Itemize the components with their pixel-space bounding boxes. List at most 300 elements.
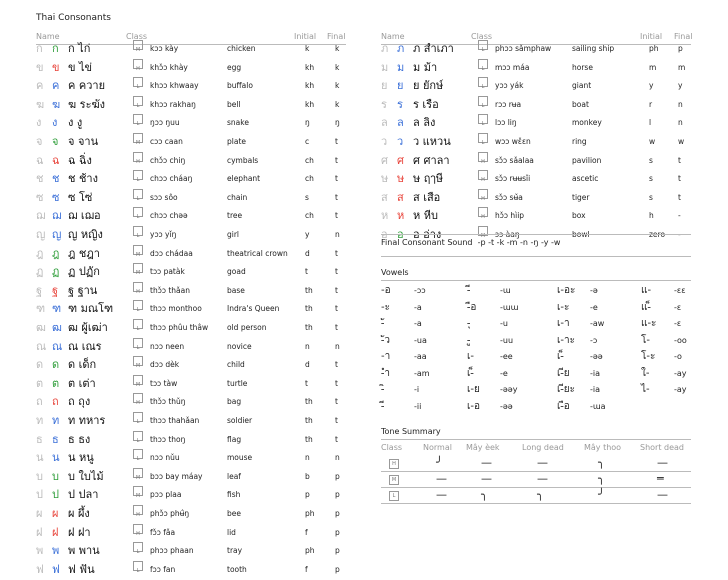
consonant-glyph-light: ผ <box>36 507 43 520</box>
romanization: thɔɔ thoŋ <box>150 434 186 444</box>
vowel-roman: -ɯɯ <box>500 302 519 312</box>
class-box: L <box>133 338 143 348</box>
consonant-word: ช ช้าง <box>68 172 98 186</box>
meaning: box <box>572 211 586 221</box>
romanization: khɔ̌ɔ khày <box>150 62 188 72</box>
consonant-word: ฟ ฟัน <box>68 562 95 576</box>
vowel-thai: เ-ีย <box>557 367 570 379</box>
initial-sound: ch <box>305 211 314 221</box>
class-box: L <box>133 189 143 199</box>
tone-header-0: Class <box>381 443 403 452</box>
class-box: L <box>133 542 143 552</box>
final-sound: t <box>335 267 338 277</box>
final-sound: t <box>335 174 338 184</box>
initial-sound: b <box>305 471 310 481</box>
consonant-word: ฒ ผู้เฒ่า <box>68 321 108 334</box>
initial-sound: p <box>305 490 310 500</box>
consonant-class-glyph: ข <box>52 60 60 74</box>
final-sound: w <box>678 137 685 146</box>
consonant-class-glyph: ท <box>52 414 60 427</box>
romanization: thɔɔ monthoo <box>150 304 202 314</box>
final-sound: t <box>335 304 338 314</box>
romanization: sɔ̌ɔ sǎalaa <box>495 155 534 165</box>
consonant-class-glyph: ญ <box>52 228 62 241</box>
consonant-row <box>36 59 346 77</box>
class-box: L <box>133 412 143 422</box>
final-sound: p <box>335 471 340 481</box>
consonant-glyph-light: ย <box>381 79 388 93</box>
initial-sound: s <box>649 174 653 184</box>
consonant-word: ค ควาย <box>68 79 106 93</box>
meaning: chicken <box>227 44 256 53</box>
vowels-label: Vowels <box>381 268 409 277</box>
consonant-glyph-light: ช <box>36 172 44 186</box>
tone-rule <box>381 439 691 440</box>
class-box: L <box>133 96 143 106</box>
consonant-class-glyph: ซ <box>52 190 60 204</box>
consonant-row <box>36 189 346 207</box>
final-sound: p <box>335 490 340 500</box>
consonant-word: ด เด็ก <box>68 358 97 372</box>
header-initial-right: Initial <box>640 32 663 41</box>
initial-sound: ch <box>305 174 314 184</box>
romanization: wɔɔ wɛ̌ɛn <box>495 137 531 146</box>
class-box: L <box>133 319 143 329</box>
consonant-row <box>381 207 691 225</box>
consonant-glyph-light: ณ <box>36 339 47 353</box>
consonant-class-glyph: ผ <box>52 507 59 520</box>
consonant-word: ภ สำเภา <box>413 42 454 55</box>
consonant-class-glyph: ศ <box>397 153 404 167</box>
consonant-class-glyph: ฐ <box>52 283 59 297</box>
meaning: monkey <box>572 118 602 128</box>
consonant-word: ย ยักษ์ <box>413 79 444 93</box>
meaning: child <box>227 360 245 370</box>
consonant-glyph-light: ซ <box>36 190 44 204</box>
romanization: khɔɔ khwaay <box>150 81 199 91</box>
romanization: sɔ̌ɔ sʉ̌a <box>495 192 523 202</box>
consonant-class-glyph: ด <box>52 358 60 372</box>
consonant-glyph-light: ธ <box>36 432 43 446</box>
meaning: lid <box>227 527 236 537</box>
consonant-row <box>36 524 346 542</box>
meaning: soldier <box>227 416 253 425</box>
vowel-thai: เ-า <box>557 318 570 329</box>
consonant-glyph-light: ข <box>36 60 44 74</box>
vowel-roman: -e <box>590 302 598 312</box>
consonant-word: ม ม้า <box>413 60 438 74</box>
class-box: M <box>133 468 143 478</box>
romanization: fɔ̌ɔ fǎa <box>150 527 176 537</box>
consonant-class-glyph: ห <box>397 209 405 223</box>
consonant-class-glyph: ว <box>397 135 404 148</box>
initial-sound: ph <box>649 44 659 53</box>
consonant-row <box>36 486 346 504</box>
vowels-rule <box>381 280 691 281</box>
class-box: H <box>478 170 488 180</box>
consonant-glyph-light: ฝ <box>36 525 43 539</box>
consonant-class-glyph: บ <box>52 469 59 483</box>
class-box: H <box>133 152 143 162</box>
vowel-thai: ไ- <box>641 384 650 395</box>
final-sound: t <box>678 174 681 184</box>
consonant-row <box>381 40 691 58</box>
consonant-glyph-light: ฒ <box>36 321 46 334</box>
consonant-class-glyph: ฑ <box>52 302 62 316</box>
meaning: fish <box>227 490 241 500</box>
tone-glyph: — <box>436 488 447 501</box>
vowel-roman: -ii <box>414 401 422 411</box>
consonant-glyph-light: ษ <box>381 172 389 186</box>
vowel-thai: เ-ือ <box>557 400 570 412</box>
class-box: L <box>133 170 143 180</box>
vowel-thai: -า <box>381 351 391 362</box>
final-sound: t <box>335 248 338 258</box>
vowel-thai: -ัว <box>381 334 390 346</box>
final-sound: - <box>678 211 681 221</box>
consonant-word: ข ไข่ <box>68 60 93 74</box>
consonant-glyph-light: ค <box>36 79 44 93</box>
romanization: bɔɔ bay máay <box>150 471 203 481</box>
final-sound: t <box>335 192 338 202</box>
initial-sound: n <box>305 453 310 463</box>
consonant-glyph-light: ก <box>36 42 43 55</box>
romanization: tɔɔ patàk <box>150 267 185 277</box>
romanization: chɔ̌ɔ chiŋ <box>150 155 186 165</box>
meaning: bell <box>227 99 241 109</box>
final-sound: n <box>678 99 683 109</box>
consonant-class-glyph: อ <box>397 228 404 241</box>
meaning: Indra's Queen <box>227 304 280 314</box>
consonant-glyph-light: ต <box>36 376 44 390</box>
class-box: L <box>133 449 143 459</box>
class-box: M <box>133 263 143 273</box>
class-box: H <box>478 152 488 162</box>
meaning: flag <box>227 434 242 444</box>
meaning: base <box>227 285 245 295</box>
consonant-glyph-light: ฎ <box>36 246 44 260</box>
consonant-row <box>36 561 346 579</box>
initial-sound: th <box>305 434 313 444</box>
class-box: M <box>478 226 488 236</box>
initial-sound: t <box>305 267 308 277</box>
tone-summary-label: Tone Summary <box>381 427 441 436</box>
tone-glyph: ╯ <box>436 456 443 469</box>
consonant-row <box>36 338 346 356</box>
vowel-thai: ใ- <box>641 367 650 379</box>
vowel-roman: -ɯa <box>590 401 606 411</box>
class-box: M <box>133 486 143 496</box>
class-box: L <box>133 226 143 236</box>
class-box: L <box>133 114 143 124</box>
initial-sound: th <box>305 285 313 295</box>
vowel-roman: -a <box>414 319 422 328</box>
romanization: dɔɔ chádaa <box>150 248 193 258</box>
consonant-glyph-light: ภ <box>381 42 389 55</box>
consonant-row <box>36 300 346 318</box>
initial-sound: k <box>305 44 310 53</box>
consonant-word: พ พาน <box>68 544 100 558</box>
consonant-glyph-light: ท <box>36 414 44 427</box>
initial-sound: th <box>305 416 313 425</box>
initial-sound: kh <box>305 99 315 109</box>
vowel-thai: เ-ะ <box>557 301 570 313</box>
class-box: H <box>133 393 143 403</box>
vowel-roman: -ɔ <box>590 335 598 345</box>
initial-sound: c <box>305 137 310 146</box>
consonant-word: ฌ เฌอ <box>68 209 101 223</box>
consonant-word: ห หีบ <box>413 209 438 223</box>
consonant-class-glyph: ถ <box>52 395 59 409</box>
romanization: yɔɔ yǐŋ <box>150 230 177 239</box>
consonant-glyph-light: ร <box>381 97 387 111</box>
final-sound: t <box>335 397 338 407</box>
meaning: elephant <box>227 174 261 184</box>
vowel-roman: -ɛ <box>674 302 682 312</box>
consonant-class-glyph: ภ <box>397 42 405 55</box>
meaning: egg <box>227 62 242 72</box>
initial-sound: r <box>649 99 653 109</box>
consonant-word: ฐ ฐาน <box>68 283 98 297</box>
consonant-glyph-light: ว <box>381 135 388 148</box>
initial-sound: ŋ <box>305 118 310 128</box>
initial-sound: s <box>649 192 653 202</box>
vowel-thai: -อ <box>381 285 391 296</box>
consonant-class-glyph: ล <box>397 116 404 130</box>
consonant-glyph-light: ด <box>36 358 44 372</box>
meaning: turtle <box>227 378 248 388</box>
romanization: sɔ̌ɔ rʉʉsǐi <box>495 174 531 184</box>
vowel-roman: -i <box>414 385 420 394</box>
final-sound: ŋ <box>335 118 340 128</box>
class-box: M <box>133 133 143 143</box>
romanization: ɔɔ àaŋ <box>495 230 520 239</box>
final-sound: k <box>335 99 340 109</box>
final-sound: t <box>678 155 681 165</box>
vowel-thai: -ี <box>467 285 471 296</box>
consonant-glyph-light: ฐ <box>36 283 43 297</box>
vowel-roman: -u <box>500 319 508 328</box>
final-sound: t <box>335 416 338 425</box>
consonant-word: ร เรือ <box>413 97 439 111</box>
vowel-thai: แ-ะ <box>641 318 657 329</box>
class-box: L <box>133 431 143 441</box>
final-sound: k <box>335 62 340 72</box>
consonant-class-glyph: ฏ <box>52 265 60 279</box>
consonant-class-glyph: น <box>52 451 60 465</box>
initial-sound: y <box>649 81 654 91</box>
consonant-row <box>381 152 691 170</box>
class-box: H <box>478 189 488 199</box>
consonant-word: ล ลิง <box>413 116 436 130</box>
consonant-row <box>36 542 346 560</box>
header-class-right: Class <box>471 32 493 41</box>
vowel-thai: -ี <box>381 400 385 412</box>
romanization: pɔɔ plaa <box>150 490 182 500</box>
vowel-roman: -ɛ <box>674 319 682 328</box>
consonant-word: บ ใบไม้ <box>68 469 104 483</box>
initial-sound: kh <box>305 62 315 72</box>
final-sound: p <box>335 527 340 537</box>
consonant-row <box>36 356 346 374</box>
consonant-row <box>36 449 346 467</box>
vowel-thai: -ั <box>381 318 385 329</box>
consonant-glyph-light: ญ <box>36 228 46 241</box>
consonant-row <box>36 319 346 337</box>
consonant-glyph-light: ฌ <box>36 209 46 223</box>
header-final: Final <box>327 32 346 41</box>
consonant-class-glyph: ต <box>52 376 60 390</box>
tone-glyph: ╮ <box>598 456 605 469</box>
header-name-right: Name <box>381 32 405 41</box>
tone-glyph: ╮ <box>598 472 605 485</box>
romanization: thɔɔ thahǎan <box>150 416 200 425</box>
tone-glyph: ╯ <box>598 488 605 501</box>
romanization: thɔ̌ɔ thǎan <box>150 285 190 295</box>
class-box: H <box>133 505 143 515</box>
initial-sound: d <box>305 248 310 258</box>
consonant-class-glyph: จ <box>52 135 59 148</box>
class-box: M <box>133 375 143 385</box>
consonant-class-glyph: ง <box>52 116 58 130</box>
header-class: Class <box>126 32 148 41</box>
romanization: nɔɔ nǔu <box>150 453 180 463</box>
final-sound: t <box>335 211 338 221</box>
final-sound: t <box>335 360 338 370</box>
tone-header-3: Long dead <box>522 443 564 452</box>
consonant-row <box>36 245 346 263</box>
meaning: old person <box>227 323 267 332</box>
tone-class-box: M <box>389 475 399 485</box>
consonant-word: ผ ผึ้ง <box>68 507 90 520</box>
class-box: M <box>133 245 143 255</box>
consonant-word: ฉ ฉิ่ง <box>68 153 92 167</box>
vowel-thai: เ-ียะ <box>557 384 575 395</box>
romanization: khɔɔ rakhaŋ <box>150 99 196 109</box>
consonant-class-glyph: ส <box>397 190 404 204</box>
consonant-word: ส เสือ <box>413 190 441 204</box>
meaning: ascetic <box>572 174 599 184</box>
initial-sound: y <box>305 230 310 239</box>
consonant-glyph-light: ฉ <box>36 153 44 167</box>
romanization: chɔɔ cháaŋ <box>150 174 193 184</box>
consonant-class-glyph: ป <box>52 488 59 502</box>
vowel-roman: -e <box>500 368 508 378</box>
romanization: kɔɔ kày <box>150 44 179 53</box>
consonant-word: ญ หญิง <box>68 228 103 241</box>
class-box: L <box>133 561 143 571</box>
romanization: thɔ̌ɔ thǔŋ <box>150 397 186 407</box>
initial-sound: s <box>649 155 653 165</box>
consonant-glyph-light: อ <box>381 228 388 241</box>
final-sound: n <box>335 341 340 351</box>
vowel-roman: -uu <box>500 335 514 345</box>
consonant-row <box>36 393 346 411</box>
header-name: Name <box>36 32 60 41</box>
initial-sound: m <box>649 62 657 72</box>
consonant-word: ว แหวน <box>413 135 451 148</box>
consonant-word: ท ทหาร <box>68 414 106 427</box>
consonant-class-glyph: ม <box>397 60 405 74</box>
consonant-row <box>36 133 346 151</box>
initial-sound: th <box>305 304 313 314</box>
meaning: cymbals <box>227 155 259 165</box>
romanization: cɔɔ caan <box>150 137 183 146</box>
meaning: buffalo <box>227 81 253 91</box>
vowel-thai: เ-อะ <box>557 285 576 296</box>
meaning: ring <box>572 137 587 146</box>
final-sound: p <box>335 546 340 556</box>
consonant-row <box>381 170 691 188</box>
vowel-roman: -aw <box>590 319 605 328</box>
vowel-roman: -ɔɔ <box>414 286 426 295</box>
romanization: nɔɔ neen <box>150 341 185 351</box>
consonant-word: ต เต่า <box>68 376 96 390</box>
consonant-word: ธ ธง <box>68 432 91 446</box>
class-box: M <box>133 356 143 366</box>
consonant-word: ก ไก่ <box>68 42 91 55</box>
consonant-class-glyph: ก <box>52 42 59 55</box>
vowel-thai: เ-อ <box>467 400 481 412</box>
consonant-glyph-light: จ <box>36 135 43 148</box>
vowel-thai: เ-าะ <box>557 334 576 346</box>
initial-sound: kh <box>305 81 315 91</box>
initial-sound: f <box>305 564 308 574</box>
consonant-class-glyph: ช <box>52 172 60 186</box>
vowel-thai: -ือ <box>467 301 477 313</box>
final-sound: p <box>335 509 340 518</box>
tone-glyph: — <box>481 456 492 469</box>
consonant-row <box>36 152 346 170</box>
class-box: L <box>478 114 488 124</box>
tone-class-box: L <box>389 491 399 501</box>
class-box: L <box>478 59 488 69</box>
romanization: sɔɔ sôo <box>150 192 178 202</box>
consonant-glyph-light: ฑ <box>36 302 46 316</box>
tone-row <box>381 488 691 504</box>
meaning: girl <box>227 230 240 239</box>
consonant-class-glyph: ค <box>52 79 60 93</box>
tone-header-5: Short dead <box>640 443 684 452</box>
consonant-word: ศ ศาลา <box>413 153 450 167</box>
consonant-class-glyph: ฉ <box>52 153 60 167</box>
class-box: H <box>133 524 143 534</box>
final-sound: n <box>335 230 340 239</box>
tone-class-box: H <box>389 459 399 469</box>
consonant-row <box>36 207 346 225</box>
tone-header-4: Mây thoo <box>584 443 622 452</box>
consonant-glyph-light: ส <box>381 190 388 204</box>
vowel-roman: -oo <box>674 335 687 345</box>
consonant-row <box>381 59 691 77</box>
vowel-roman: -ia <box>590 385 601 394</box>
romanization: mɔɔ máa <box>495 62 530 72</box>
meaning: tree <box>227 211 243 221</box>
consonant-row <box>36 412 346 430</box>
initial-sound: n <box>305 341 310 351</box>
consonant-glyph-light: บ <box>36 469 43 483</box>
tone-glyph: ╮ <box>537 488 544 501</box>
final-sound: k <box>335 44 340 53</box>
consonant-row <box>36 282 346 300</box>
tone-header-2: Mây èek <box>466 443 500 452</box>
initial-sound: w <box>649 137 656 146</box>
consonant-glyph-light: ฟ <box>36 562 44 576</box>
romanization: thɔɔ phûu thâw <box>150 323 209 332</box>
consonant-row <box>36 431 346 449</box>
vowel-thai: -ุ <box>467 318 471 329</box>
class-box: M <box>133 40 143 50</box>
